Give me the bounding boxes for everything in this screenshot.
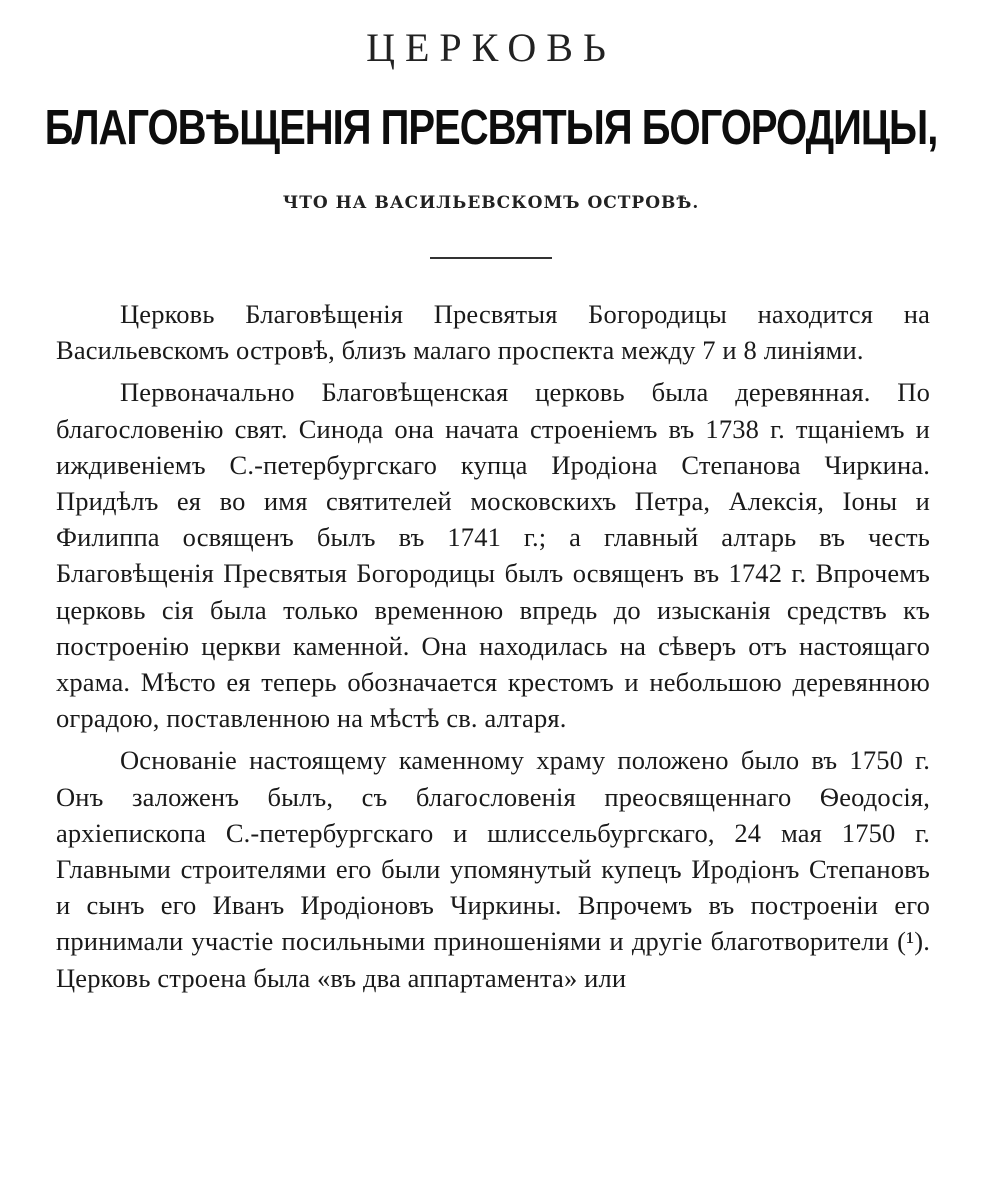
page-title-church: ЦЕРКОВЬ (366, 25, 616, 70)
body-text (56, 296, 930, 1002)
page-title-dedication: БЛАГОВѢЩЕНІЯ ПРЕСВЯТЫЯ БОГОРОДИЦЫ, (44, 101, 938, 155)
paragraph-foundation: Основаніе настоящему каменному храму положено было въ 1750 г. Онъ заложенъ былъ, съ благословенія преосвященнаго Ѳеодосія, архіепископа С.-петербургскаго и шлиссельбургскаго, 24 мая 1750 г. Главными строителями его были упомянутый купецъ Иродіонъ Степановъ и сынъ его Иванъ Иродіоновъ Чиркины. Впрочемъ въ построеніи его принимали участіе посильными приношеніями и другіе благотворители (¹). Церковь строена была «въ два аппартамента» или (56, 745, 930, 993)
page-subtitle-location: ЧТО НА ВАСИЛЬЕВСКОМЪ ОСТРОВѢ. (282, 193, 700, 213)
title-divider (430, 257, 552, 259)
paragraph-location: Церковь Благовѣщенія Пресвятыя Богородицы находится на Васильевскомъ островѣ, близъ малаго проспекта между 7 и 8 линіями. (56, 299, 930, 366)
paragraph-history: Первоначально Благовѣщенская церковь была деревянная. По благословенію свят. Синода она начата строеніемъ въ 1738 г. тщаніемъ и иждивеніемъ С.-петербургскаго купца Иродіона Степанова Чиркина. Придѣлъ ея во имя святителей московскихъ Петра, Алексія, Іоны и Филиппа освященъ былъ въ 1741 г.; а главный алтарь въ честь Благовѣщенія Пресвятыя Богородицы былъ освященъ въ 1742 г. Впрочемъ церковь сія была только временною впредь до изысканія средствъ къ построенію церкви каменной. Она находилась на сѣверъ отъ настоящаго храма. Мѣсто ея теперь обозначается крестомъ и небольшою деревянною оградою, поставленною на мѣстѣ св. алтаря. (56, 377, 930, 734)
